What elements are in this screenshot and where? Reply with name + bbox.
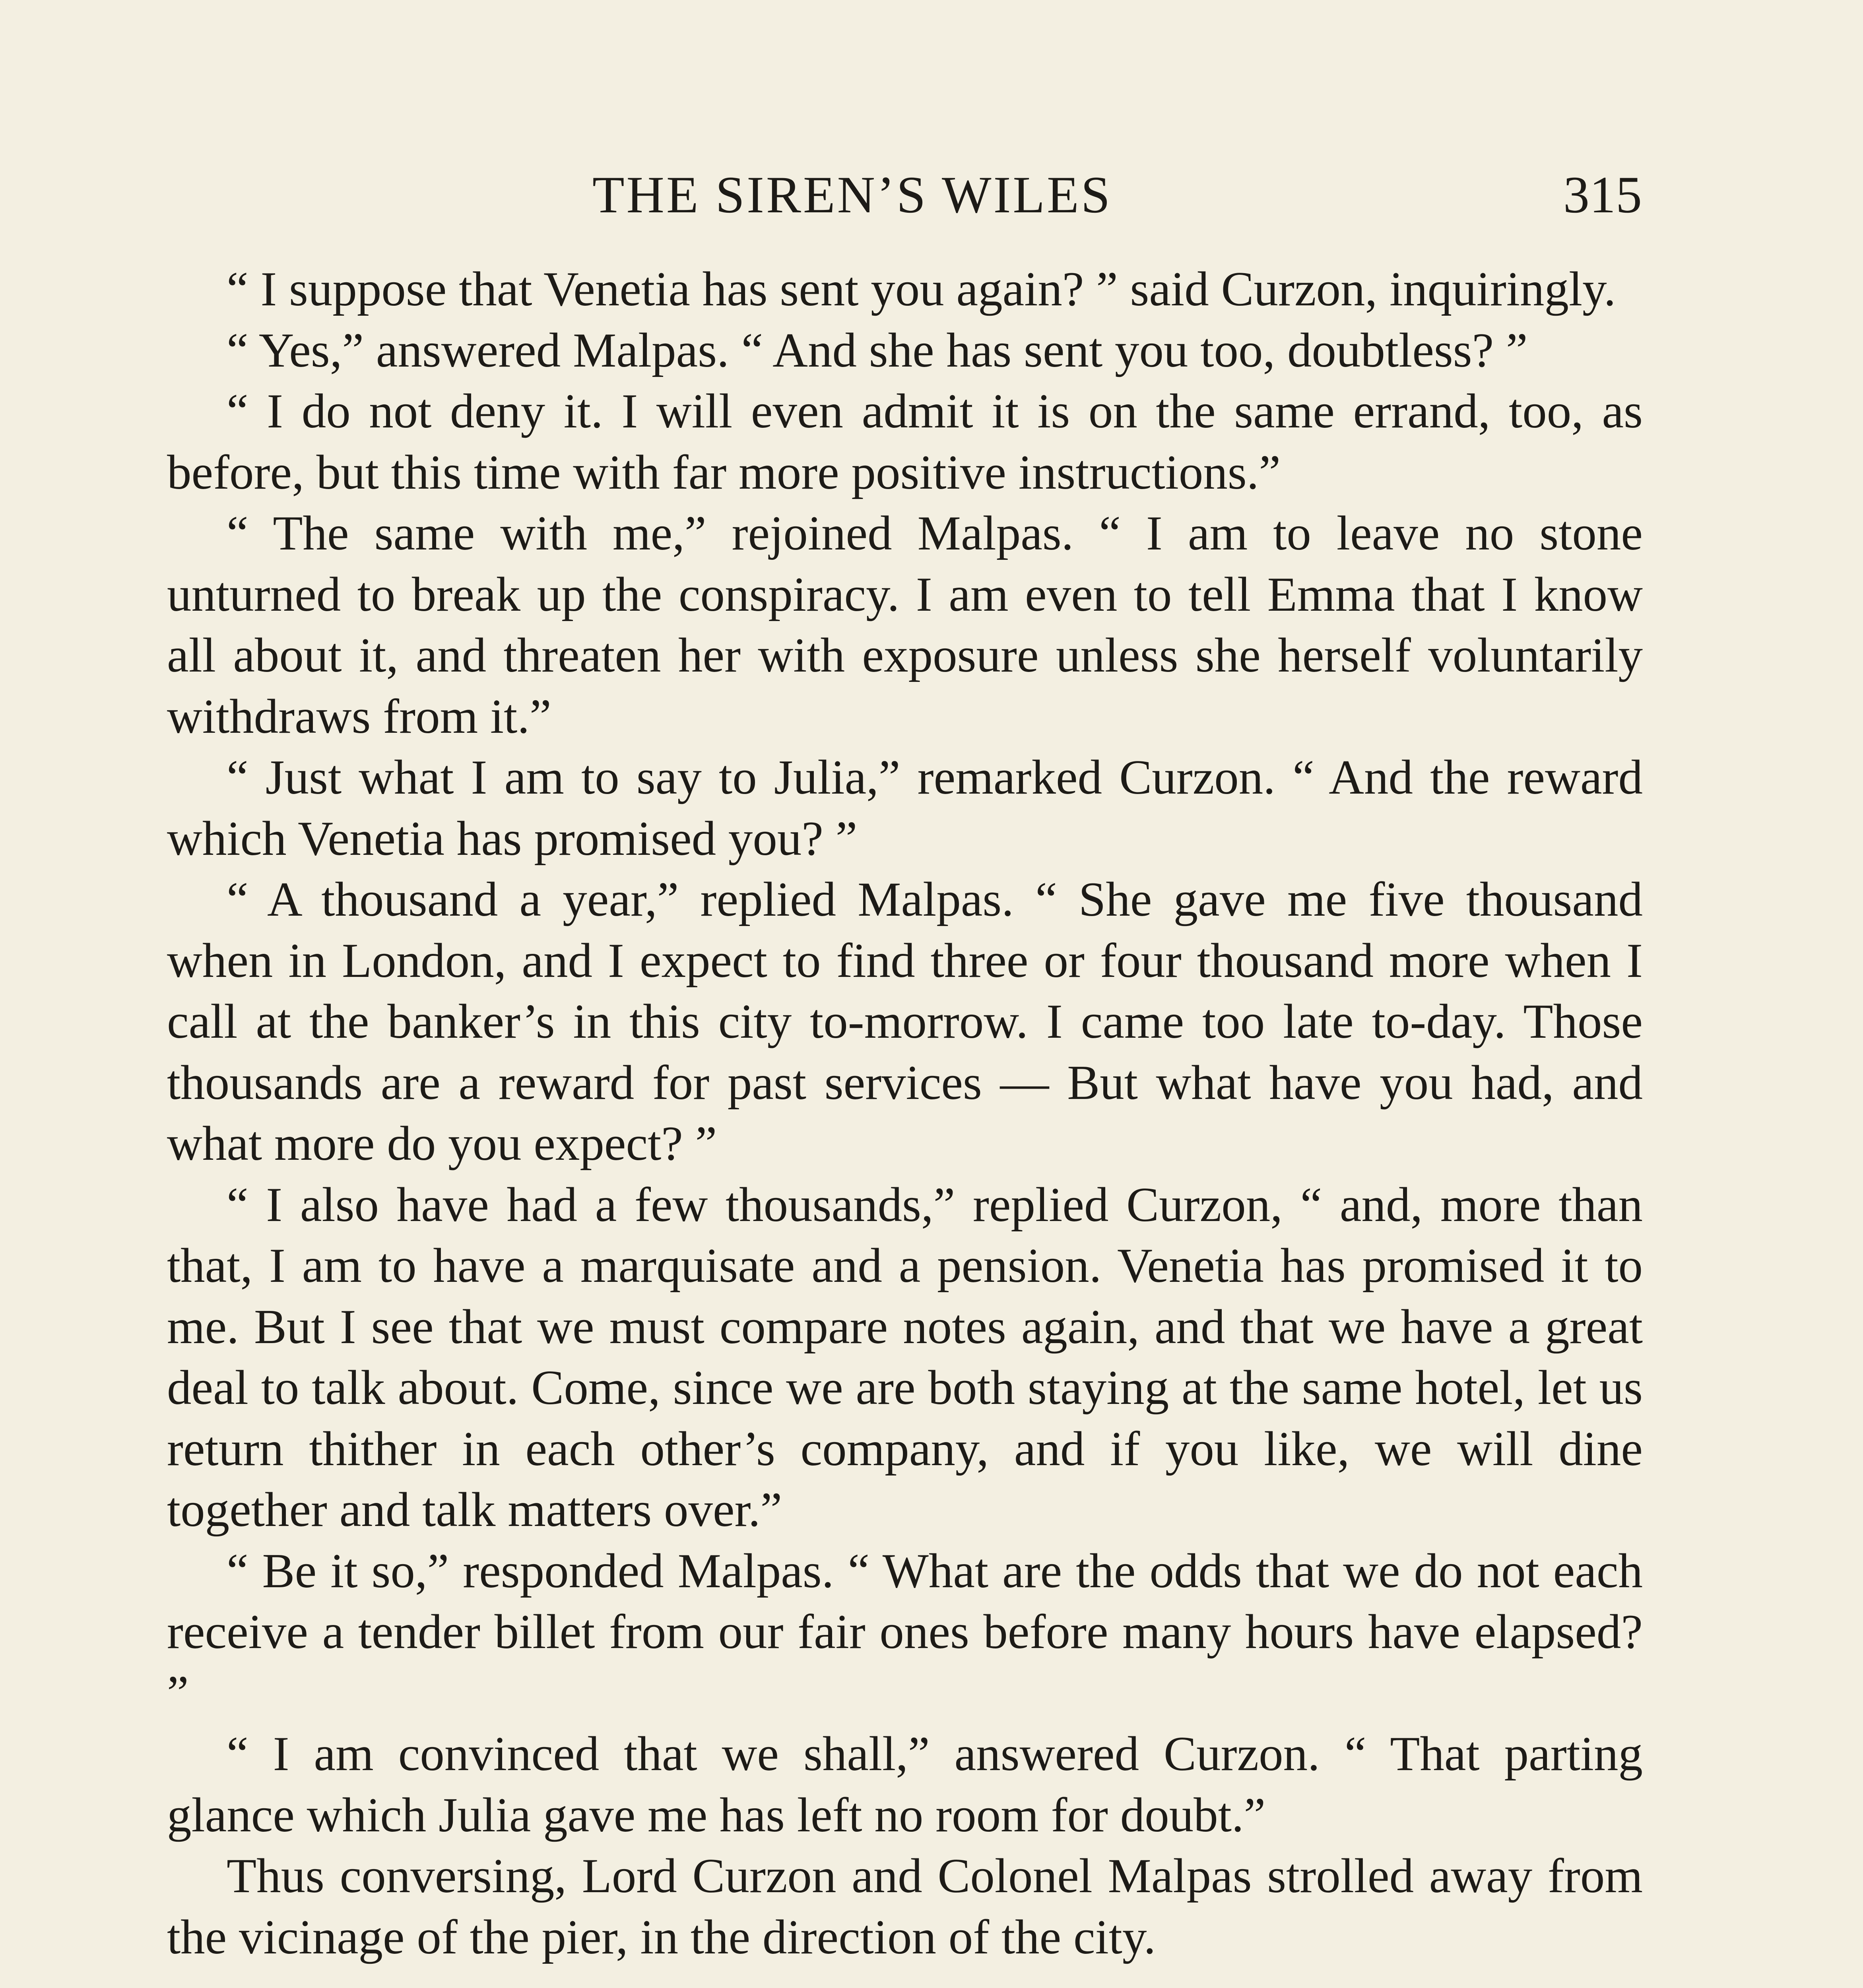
running-title: THE SIREN’S WILES	[592, 165, 1112, 224]
paragraph: “ A thousand a year,” replied Malpas. “ She gave me five thousand when in London, and I expect to find three or four thousand more when I call at the banker’s in this city to-morrow. I came too late to-day. Those thousands are a reward for past services — But what have you had, and what more do you expect? ”	[167, 872, 1643, 1171]
page-number: 315	[1563, 165, 1642, 224]
paragraph: “ I suppose that Venetia has sent you again? ” said Curzon, inquiringly.	[227, 262, 1616, 316]
paragraph: “ I do not deny it. I will even admit it is on the same errand, too, as before, but this time with far more positive instructions.”	[167, 384, 1643, 499]
paragraph: “ Just what I am to say to Julia,” remarked Curzon. “ And the reward which Venetia has promised you? ”	[167, 750, 1643, 866]
running-head	[0, 155, 1863, 235]
body-text	[167, 258, 1643, 1967]
paragraph: “ Yes,” answered Malpas. “ And she has sent you too, doubtless? ”	[227, 322, 1528, 377]
paragraph: “ The same with me,” rejoined Malpas. “ I am to leave no stone unturned to break up the conspiracy. I am even to tell Emma that I know all about it, and threaten her with exposure unless she herself voluntarily withdraws from it.”	[167, 506, 1643, 744]
paragraph: “ I also have had a few thousands,” replied Curzon, “ and, more than that, I am to have a marquisate and a pension. Venetia has promised it to me. But I see that we must compare notes again, and that we have a great deal to talk about. Come, since we are both staying at the same hotel, let us return thither in each other’s company, and if you like, we will dine together and talk matters over.”	[167, 1177, 1643, 1537]
paragraph: Thus conversing, Lord Curzon and Colonel Malpas strolled away from the vicinage of the pier, in the direction of the city.	[167, 1848, 1643, 1964]
paragraph: “ Be it so,” responded Malpas. “ What are the odds that we do not each receive a tender billet from our fair ones before many hours have elapsed? ”	[167, 1543, 1643, 1720]
paragraph: “ I am convinced that we shall,” answered Curzon. “ That parting glance which Julia gave me has left no room for doubt.”	[167, 1726, 1643, 1842]
